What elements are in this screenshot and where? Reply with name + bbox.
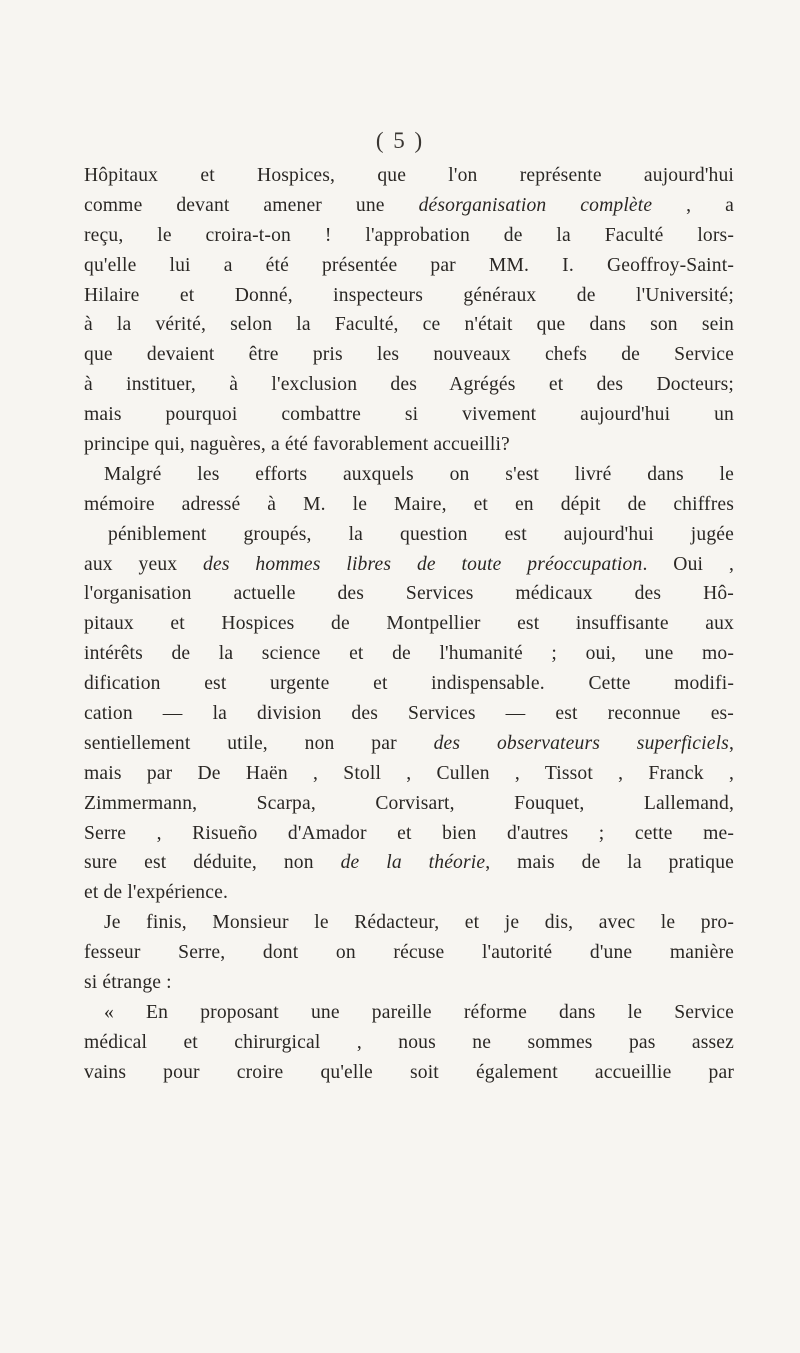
text-line: Malgré les efforts auxquels on s'est livré dans le: [104, 463, 734, 485]
text-line: pitaux et Hospices de Montpellier est insuffisante aux: [84, 613, 734, 635]
text-line: médical et chirurgical , nous ne sommes pas assez: [84, 1031, 734, 1053]
text-line: cation — la division des Services — est reconnue es-: [84, 703, 734, 725]
text-line: l'organisation actuelle des Services médicaux des Hô-: [84, 583, 734, 605]
text-line: aux yeux des hommes libres de toute préoccupation. Oui ,: [84, 553, 734, 575]
text-line: et de l'expérience.: [84, 882, 228, 904]
text-line: dification est urgente et indispensable. Cette modifi-: [84, 673, 734, 695]
text-line: sentiellement utile, non par des observateurs superficiels,: [84, 732, 734, 754]
body-text: [84, 161, 734, 1088]
text-line: à instituer, à l'exclusion des Agrégés et des Docteurs;: [84, 374, 734, 396]
text-line: « En proposant une pareille réforme dans le Service: [104, 1001, 734, 1023]
text-line: comme devant amener une désorganisation complète , a: [84, 194, 734, 216]
text-line: mais pourquoi combattre si vivement aujourd'hui un: [84, 404, 734, 426]
text-line: mémoire adressé à M. le Maire, et en dépit de chiffres: [84, 493, 734, 515]
text-line: Hôpitaux et Hospices, que l'on représente aujourd'hui: [84, 165, 734, 186]
text-line: Je finis, Monsieur le Rédacteur, et je dis, avec le pro-: [104, 912, 734, 934]
text-line: à la vérité, selon la Faculté, ce n'était que dans son sein: [84, 314, 734, 336]
text-line: Serre , Risueño d'Amador et bien d'autres ; cette me-: [84, 822, 734, 844]
text-line: mais par De Haën , Stoll , Cullen , Tissot , Franck ,: [84, 762, 734, 784]
text-line: qu'elle lui a été présentée par MM. I. Geoffroy-Saint-: [84, 254, 734, 276]
text-line: fesseur Serre, dont on récuse l'autorité d'une manière: [84, 942, 734, 964]
text-line: péniblement groupés, la question est aujourd'hui jugée: [108, 523, 734, 545]
text-line: si étrange :: [84, 972, 172, 994]
text-line: Hilaire et Donné, inspecteurs généraux de l'Université;: [84, 284, 734, 306]
italic-phrase: des hommes libres de toute préoccupation: [203, 553, 643, 575]
italic-phrase: désorganisation complète: [418, 194, 653, 216]
text-line: sure est déduite, non de la théorie, mais de la pratique: [84, 852, 735, 874]
text-line: Zimmermann, Scarpa, Corvisart, Fouquet, Lallemand,: [84, 792, 734, 814]
text-line: intérêts de la science et de l'humanité ; oui, une mo-: [84, 643, 734, 665]
text-line: que devaient être pris les nouveaux chefs de Service: [84, 344, 734, 366]
text-line: vains pour croire qu'elle soit également accueillie par: [84, 1061, 734, 1083]
text-line: reçu, le croira-t-on ! l'approbation de la Faculté lors-: [84, 224, 734, 246]
page-number: ( 5 ): [375, 128, 425, 153]
italic-phrase: des observateurs superficiels: [433, 732, 729, 754]
italic-phrase: de la théorie: [340, 852, 486, 874]
text-line: principe qui, naguères, a été favorablement accueilli?: [84, 434, 510, 456]
